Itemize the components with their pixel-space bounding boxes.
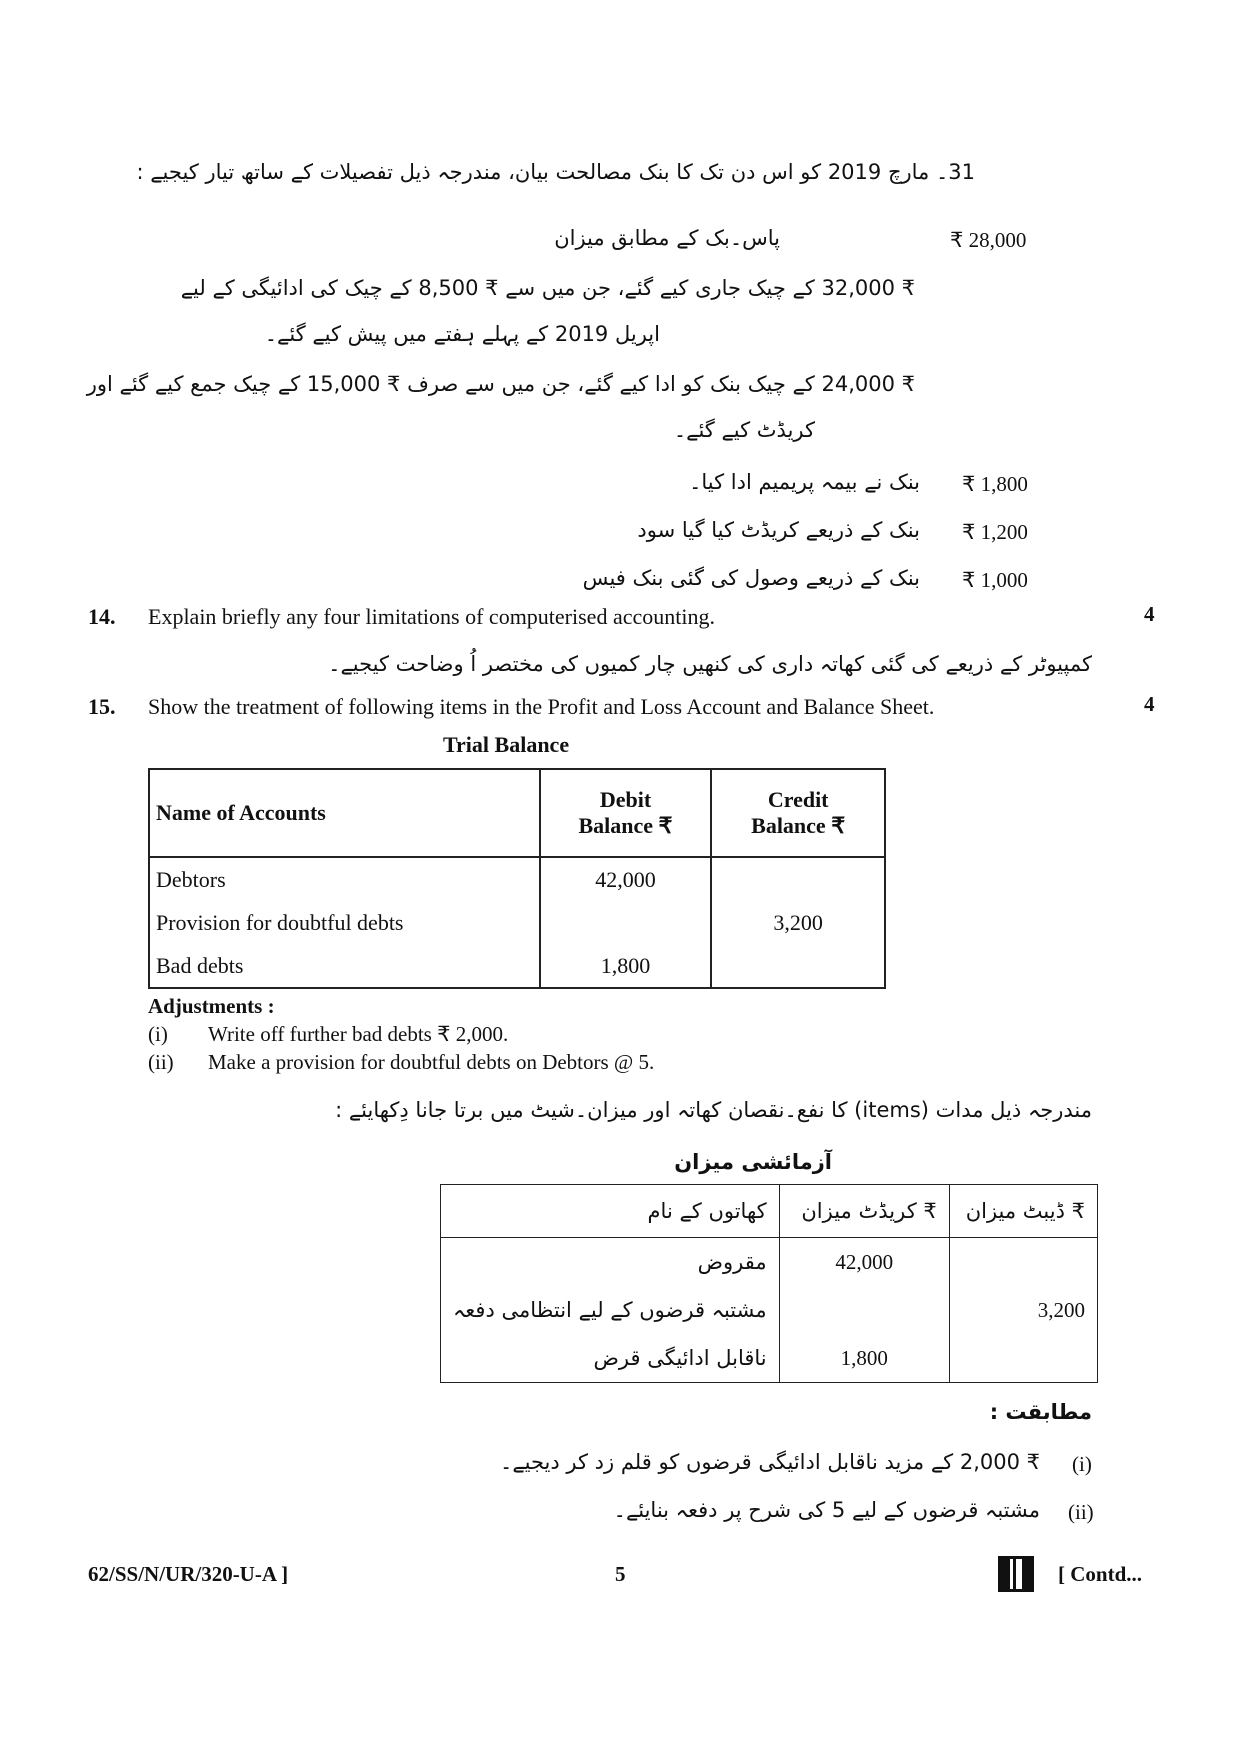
account-name: مقروض bbox=[441, 1238, 780, 1287]
question-text: Show the treatment of following items in the Profit and Loss Account and Balance Sheet. bbox=[148, 694, 935, 719]
qr-code-icon bbox=[998, 1556, 1034, 1592]
item-amount: ₹ 1,200 bbox=[962, 520, 1028, 544]
continued-label: [ Contd... bbox=[1058, 1562, 1143, 1586]
question-number: 14. bbox=[88, 604, 116, 629]
debit-value bbox=[949, 1238, 1097, 1287]
credit-value bbox=[711, 944, 885, 988]
item-text: کریڈٹ کیے گئے۔ bbox=[673, 418, 815, 442]
debit-value: 42,000 bbox=[540, 857, 712, 901]
item-text: ₹ 32,000 کے چیک جاری کیے گئے، جن میں سے ₹ 8,500 کے چیک کی ادائیگی کے لیے bbox=[180, 276, 915, 300]
table-row bbox=[149, 944, 885, 988]
item-text: ₹ 24,000 کے چیک بنک کو ادا کیے گئے، جن میں سے صرف ₹ 15,000 کے چیک جمع کیے گئے اور bbox=[86, 372, 915, 396]
question-text: Explain briefly any four limitations of computerised accounting. bbox=[148, 604, 715, 629]
header-debit: ₹ ڈیبٹ میزان bbox=[949, 1185, 1097, 1238]
table-row bbox=[149, 857, 885, 901]
debit-value: 1,800 bbox=[540, 944, 712, 988]
item-amount: ₹ 28,000 bbox=[950, 228, 1027, 252]
debit-value: 3,200 bbox=[949, 1286, 1097, 1334]
question-marks: 4 bbox=[1144, 602, 1155, 626]
bank-question-intro: 31۔ مارچ 2019 کو اس دن تک کا بنک مصالحت بیان، مندرجہ ذیل تفصیلات کے ساتھ تیار کیجیے : bbox=[136, 160, 975, 184]
account-name: Provision for doubtful debts bbox=[149, 901, 540, 944]
item-text: پاس۔بک کے مطابق میزان bbox=[554, 226, 780, 250]
header-credit: ₹ کریڈٹ میزان bbox=[779, 1185, 949, 1238]
urdu-adjustment-num: (ii) bbox=[1068, 1500, 1094, 1524]
credit-value: 42,000 bbox=[779, 1238, 949, 1287]
urdu-trial-balance-table bbox=[440, 1184, 1098, 1383]
item-text: بنک کے ذریعے وصول کی گئی بنک فیس bbox=[582, 566, 920, 590]
question-urdu: کمپیوٹر کے ذریعے کی گئی کھاتہ داری کی کنھیں چار کمیوں کی مختصر اُ وضاحت کیجیے۔ bbox=[328, 652, 1092, 676]
item-text: بنک نے بیمہ پریمیم ادا کیا۔ bbox=[689, 470, 920, 494]
trial-balance-table bbox=[148, 768, 886, 989]
item-amount: ₹ 1,800 bbox=[962, 472, 1028, 496]
trial-balance-title: Trial Balance bbox=[443, 732, 570, 757]
account-name: ناقابل ادائیگی قرض bbox=[441, 1334, 780, 1383]
header-name-of-accounts: Name of Accounts bbox=[149, 769, 540, 857]
adjustment-num: (i) bbox=[148, 1022, 168, 1046]
table-row bbox=[149, 901, 885, 944]
credit-value: 3,200 bbox=[711, 901, 885, 944]
account-name: Debtors bbox=[149, 857, 540, 901]
header-account-names: کھاتوں کے نام bbox=[441, 1185, 780, 1238]
paper-code: 62/SS/N/UR/320-U-A ] bbox=[88, 1562, 289, 1586]
urdu-table-title: آزمائشی میزان bbox=[674, 1150, 832, 1174]
table-row bbox=[441, 1286, 1098, 1334]
urdu-adjustment-num: (i) bbox=[1072, 1452, 1092, 1476]
item-text: اپریل 2019 کے پہلے ہفتے میں پیش کیے گئے۔ bbox=[264, 322, 660, 346]
urdu-intro: مندرجہ ذیل مدات (items) کا نفع۔نقصان کھاتہ اور میزان۔شیٹ میں برتا جانا دِکھایئے : bbox=[335, 1098, 1092, 1122]
credit-value bbox=[779, 1286, 949, 1334]
adjustment-text: Write off further bad debts ₹ 2,000. bbox=[208, 1022, 509, 1046]
debit-value bbox=[540, 901, 712, 944]
table-row bbox=[441, 1238, 1098, 1287]
adjustment-text: Make a provision for doubtful debts on Debtors @ 5. bbox=[208, 1050, 655, 1074]
urdu-adjustment-text: ₹ 2,000 کے مزید ناقابل ادائیگی قرضوں کو قلم زد کر دیجیے۔ bbox=[500, 1450, 1040, 1474]
debit-value bbox=[949, 1334, 1097, 1383]
item-amount: ₹ 1,000 bbox=[962, 568, 1028, 592]
table-row bbox=[441, 1334, 1098, 1383]
account-name: Bad debts bbox=[149, 944, 540, 988]
question-number: 15. bbox=[88, 694, 116, 719]
adjustments-title: Adjustments : bbox=[148, 994, 275, 1018]
question-marks: 4 bbox=[1144, 692, 1155, 716]
item-text: بنک کے ذریعے کریڈٹ کیا گیا سود bbox=[637, 518, 920, 542]
urdu-adjustments-title: مطابقت : bbox=[989, 1400, 1092, 1424]
urdu-adjustment-text: مشتبہ قرضوں کے لیے 5 کی شرح پر دفعہ بنایئے۔ bbox=[613, 1498, 1040, 1522]
credit-value bbox=[711, 857, 885, 901]
credit-value: 1,800 bbox=[779, 1334, 949, 1383]
account-name: مشتبہ قرضوں کے لیے انتظامی دفعہ bbox=[441, 1286, 780, 1334]
page-number: 5 bbox=[615, 1562, 626, 1586]
header-debit: Debit Balance ₹ bbox=[540, 769, 712, 857]
adjustment-num: (ii) bbox=[148, 1050, 174, 1074]
header-credit: Credit Balance ₹ bbox=[711, 769, 885, 857]
